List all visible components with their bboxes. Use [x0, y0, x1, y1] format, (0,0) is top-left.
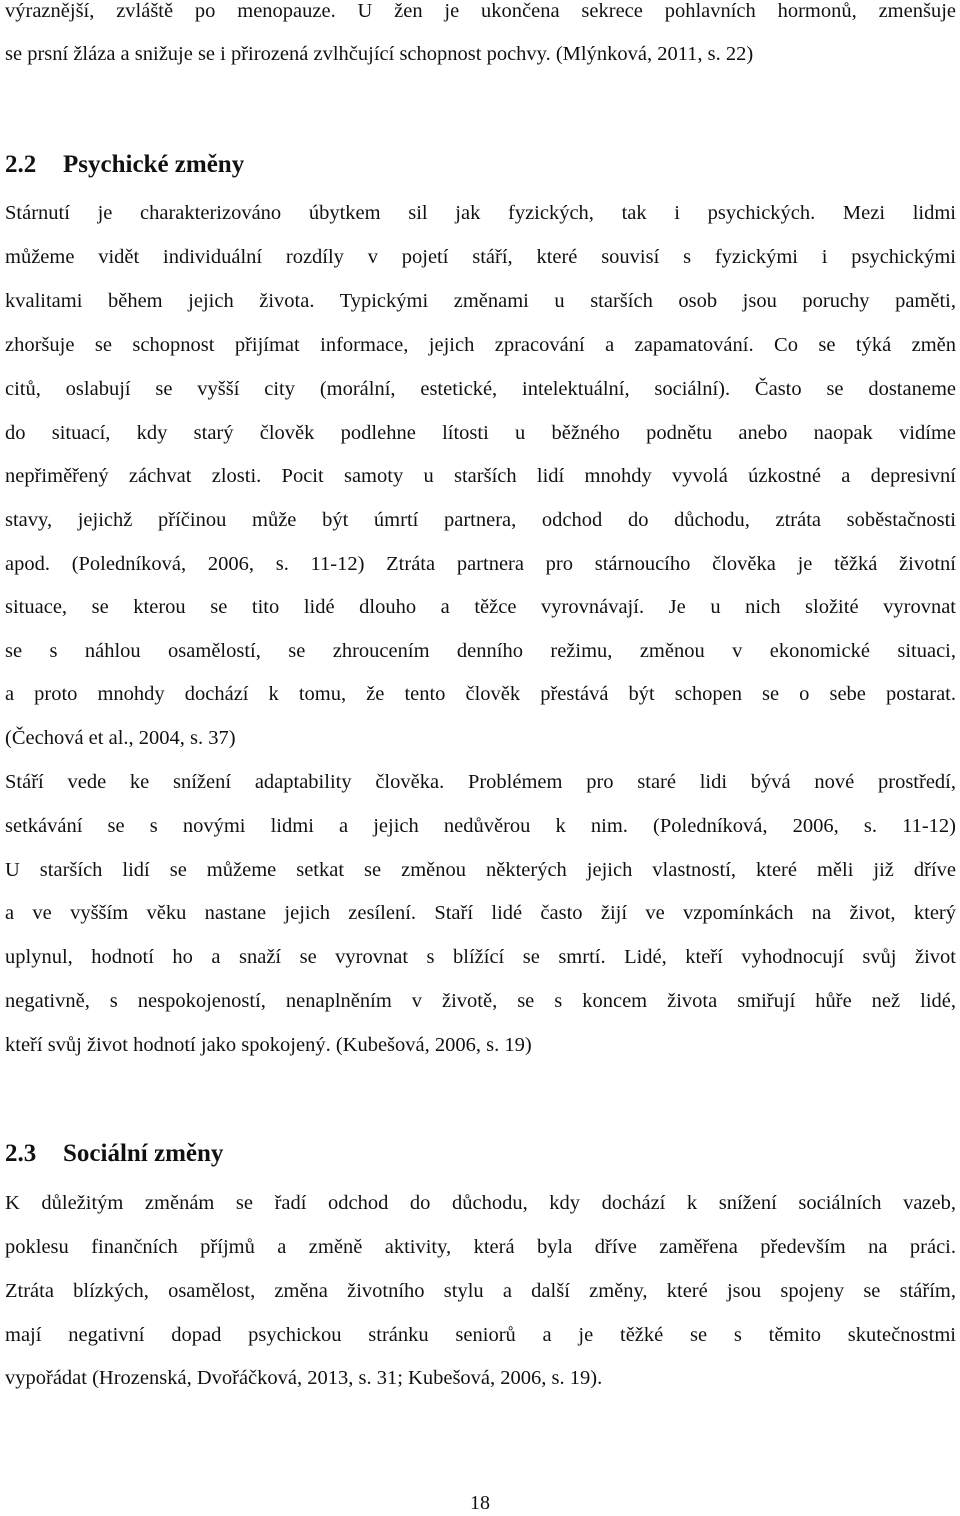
- section-heading-psychicke-zmeny: [5, 148, 244, 182]
- text-line: Stáří vede ke snížení adaptability člověka. Problémem pro staré lidi bývá nové prostředí,: [5, 771, 956, 793]
- text-line: můžeme vidět individuální rozdíly v pojetí stáří, které souvisí s fyzickými i psychickými: [5, 246, 956, 268]
- text-line: se s náhlou osamělostí, se zhroucením denního režimu, změnou v ekonomické situaci,: [5, 640, 956, 662]
- text-line: Stárnutí je charakterizováno úbytkem sil jak fyzických, tak i psychických. Mezi lidmi: [5, 202, 956, 224]
- section-title: Psychické změny: [63, 151, 245, 178]
- text-line: U starších lidí se můžeme setkat se změnou některých jejich vlastností, které měli již dříve: [5, 859, 956, 881]
- text-line: zhoršuje se schopnost přijímat informace, jejich zpracování a zapamatování. Co se týká změn: [5, 334, 956, 356]
- text-line: setkávání se s novými lidmi a jejich nedůvěrou k nim. (Poledníková, 2006, s. 11-12): [5, 815, 956, 837]
- text-line: mají negativní dopad psychickou stránku seniorů a je těžké se s těmito skutečnostmi: [5, 1324, 956, 1346]
- text-line: kvalitami během jejich života. Typickými změnami u starších osob jsou poruchy paměti,: [5, 290, 956, 312]
- text-line: se prsní žláza a snižuje se i přirozená zvlhčující schopnost pochvy. (Mlýnková, 2011, s. 22): [5, 43, 754, 65]
- text-line: do situací, kdy starý člověk podlehne lítosti u běžného podnětu anebo naopak vidíme: [5, 422, 956, 444]
- text-line: vypořádat (Hrozenská, Dvořáčková, 2013, s. 31; Kubešová, 2006, s. 19).: [5, 1367, 603, 1389]
- text-line: a proto mnohdy dochází k tomu, že tento člověk přestává být schopen se o sebe postarat.: [5, 683, 956, 705]
- text-line: kteří svůj život hodnotí jako spokojený. (Kubešová, 2006, s. 19): [5, 1034, 532, 1056]
- section-number: 2.3: [5, 1140, 37, 1167]
- page-number: 18: [470, 1492, 490, 1514]
- text-line: poklesu finančních příjmů a změně aktivity, která byla dříve zaměřena především na práci.: [5, 1236, 956, 1258]
- text-line: výraznější, zvláště po menopauze. U žen je ukončena sekrece pohlavních hormonů, zmenšuje: [5, 0, 956, 22]
- text-line: uplynul, hodnotí ho a snaží se vyrovnat s blížící se smrtí. Lidé, kteří vyhodnocují svůj život: [5, 946, 956, 968]
- section-number: 2.2: [5, 151, 37, 178]
- text-line: K důležitým změnám se řadí odchod do důchodu, kdy dochází k snížení sociálních vazeb,: [5, 1192, 956, 1214]
- text-line: nepřiměřený záchvat zlosti. Pocit samoty u starších lidí mnohdy vyvolá úzkostné a depresivní: [5, 465, 956, 487]
- text-line: situace, se kterou se tito lidé dlouho a těžce vyrovnávají. Je u nich složité vyrovnat: [5, 596, 956, 618]
- section-heading-socialni-zmeny: [5, 1137, 223, 1171]
- text-line: Ztráta blízkých, osamělost, změna životního stylu a další změny, které jsou spojeny se stářím,: [5, 1280, 956, 1302]
- text-line: citů, oslabují se vyšší city (morální, estetické, intelektuální, sociální). Často se dostaneme: [5, 378, 956, 400]
- text-line: stavy, jejichž příčinou může být úmrtí partnera, odchod do důchodu, ztráta soběstačnosti: [5, 509, 956, 531]
- text-line: (Čechová et al., 2004, s. 37): [5, 727, 236, 749]
- text-line: apod. (Poledníková, 2006, s. 11-12) Ztráta partnera pro stárnoucího člověka je těžká životní: [5, 553, 956, 575]
- text-line: a ve vyšším věku nastane jejich zesílení. Staří lidé často žijí ve vzpomínkách na život, který: [5, 902, 956, 924]
- section-title: Sociální změny: [63, 1140, 224, 1167]
- text-line: negativně, s nespokojeností, nenaplněním v životě, se s koncem života smiřují hůře než lidé,: [5, 990, 956, 1012]
